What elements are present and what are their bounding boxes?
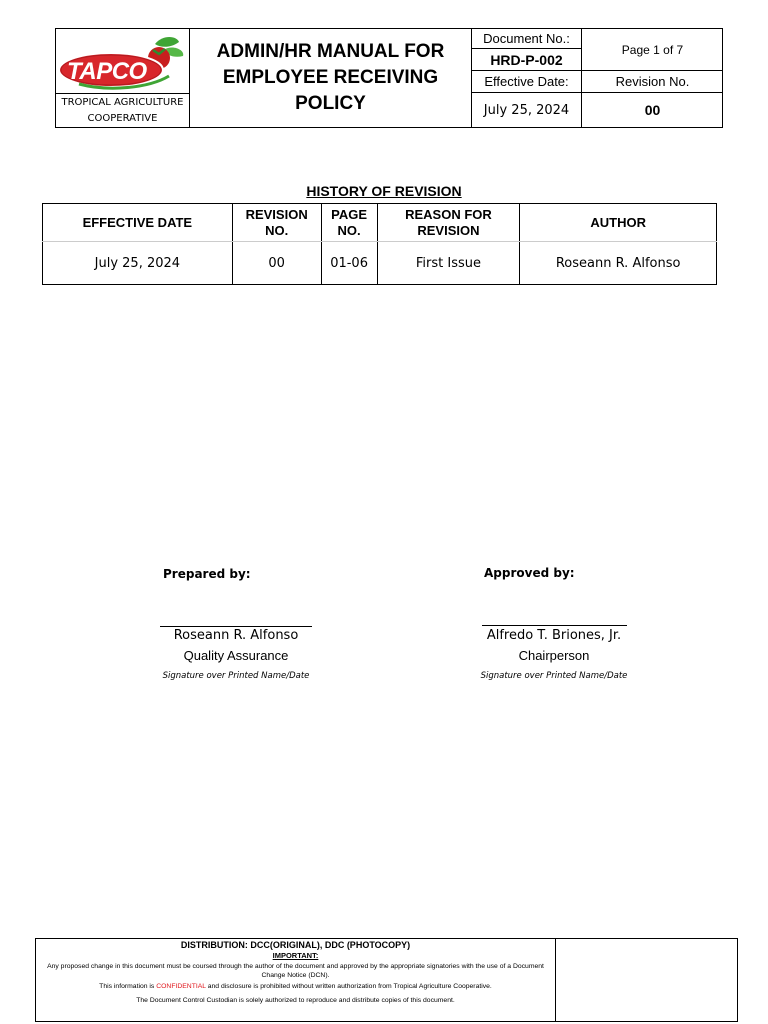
confidential-notice: This information is CONFIDENTIAL and disclosure is prohibited without written authorization from Tropical Agriculture Cooperative. — [99, 983, 492, 990]
history-table — [42, 203, 717, 285]
distribution-text: DISTRIBUTION: DCC(ORIGINAL), DDC (PHOTOCOPY) — [180, 940, 411, 950]
cell-reason: First Issue — [377, 242, 520, 285]
prepared-role: Quality Assurance — [183, 648, 289, 663]
approved-signature-note: Signature over Printed Name/Date — [480, 671, 628, 681]
title-line2: EMPLOYEE RECEIVING — [222, 67, 439, 88]
col-reason: REASON FOR REVISION — [377, 204, 520, 242]
cell-revision-no: 00 — [232, 242, 321, 285]
prepared-signature-note: Signature over Printed Name/Date — [162, 671, 310, 681]
approved-role: Chairperson — [518, 648, 590, 663]
col-author: AUTHOR — [520, 204, 717, 242]
tapco-logo — [59, 34, 187, 90]
confidential-label: CONFIDENTIAL — [156, 983, 206, 990]
prepared-signature-line — [160, 626, 312, 627]
org-name-line2: COOPERATIVE — [87, 113, 158, 124]
revision-no-label: Revision No. — [582, 71, 723, 93]
effective-date-label: Effective Date: — [472, 71, 582, 93]
document-no-label: Document No.: — [472, 29, 582, 49]
change-notice-text: Any proposed change in this document must be coursed through the author of the document and approved by the appropriate signatories with the use of a Document Change Notice (DCN). — [47, 963, 544, 979]
document-footer — [35, 938, 738, 1022]
logo-wordmark: TAPCO — [67, 58, 147, 85]
revision-no-value: 00 — [644, 102, 661, 118]
title-line1: ADMIN/HR MANUAL FOR — [216, 41, 445, 62]
cell-effective-date: July 25, 2024 — [43, 242, 233, 285]
history-header-row — [43, 204, 717, 242]
logo-cell — [56, 29, 190, 94]
organization-name — [56, 94, 190, 128]
custodian-notice: The Document Control Custodian is solely authorized to reproduce and distribute copies of this document. — [136, 997, 455, 1004]
document-title — [190, 29, 472, 128]
approved-name: Alfredo T. Briones, Jr. — [486, 628, 622, 643]
document-header — [55, 28, 723, 128]
prepared-name: Roseann R. Alfonso — [173, 628, 299, 643]
effective-date-value: July 25, 2024 — [472, 93, 582, 128]
approved-signature-line — [482, 625, 627, 626]
page-info: Page 1 of 7 — [582, 29, 723, 71]
col-page-no: PAGE NO. — [321, 204, 377, 242]
col-effective-date: EFFECTIVE DATE — [43, 204, 233, 242]
col-revision-no: REVISION NO. — [232, 204, 321, 242]
prepared-by-heading: Prepared by: — [163, 567, 251, 581]
title-line3: POLICY — [295, 93, 366, 114]
table-row — [43, 242, 717, 285]
cell-page-no: 01-06 — [321, 242, 377, 285]
cell-author: Roseann R. Alfonso — [520, 242, 717, 285]
important-heading: IMPORTANT: — [272, 951, 319, 960]
history-title: HISTORY OF REVISION — [306, 183, 462, 199]
document-no-value: HRD-P-002 — [472, 49, 582, 71]
approved-by-heading: Approved by: — [484, 566, 575, 580]
org-name-line1: TROPICAL AGRICULTURE — [61, 97, 184, 108]
footer-notice — [36, 939, 556, 1021]
